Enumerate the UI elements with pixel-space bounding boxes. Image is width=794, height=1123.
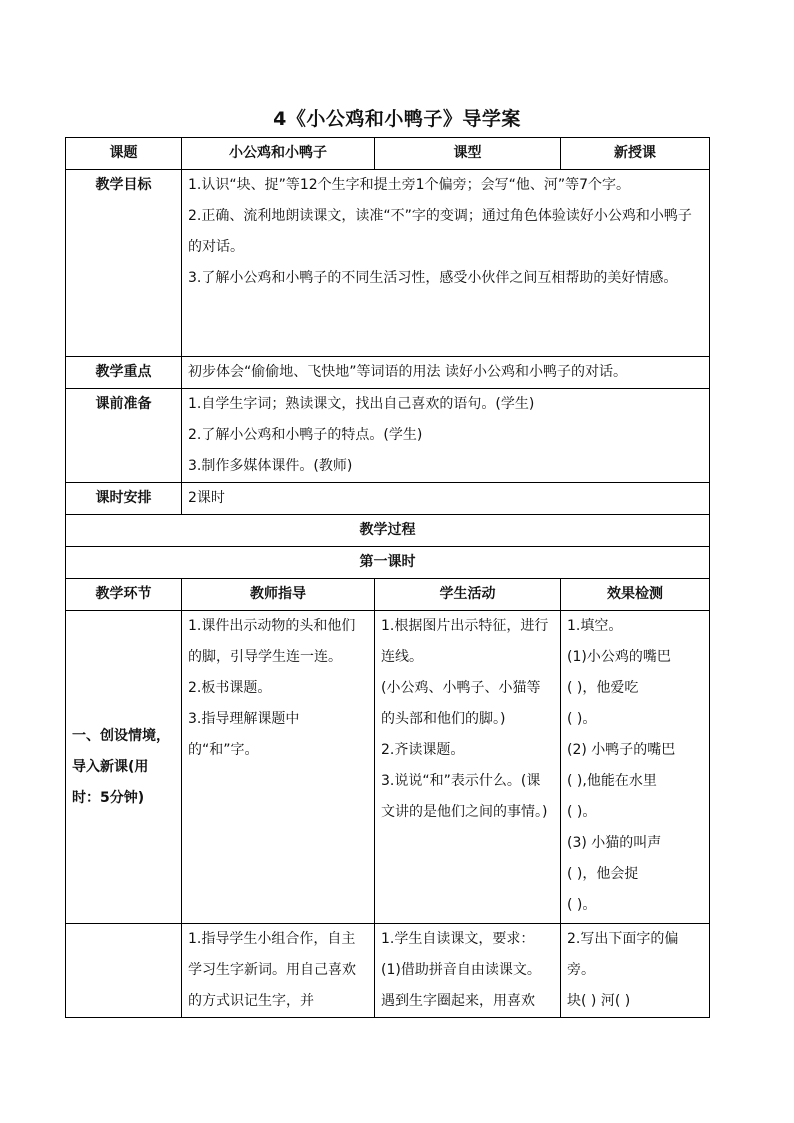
check-item: (2) 小鸭子的嘴巴 (567, 742, 676, 758)
check-cell (561, 924, 710, 1018)
student-item: (1)借助拼音自由读课文。遇到生字圈起来，用喜欢 (381, 962, 541, 1009)
check-item: ( )，他会捉 (567, 866, 639, 882)
step-cell: 一、创设情境，导入新课(用时：5分钟) (66, 611, 182, 924)
student-item: 1.学生自读课文，要求： (381, 931, 535, 947)
check-item: ( )，他爱吃 (567, 680, 639, 696)
objective-item: 1.认识“块、捉”等12个生字和提土旁1个偏旁；会写“他、河”等7个字。 (188, 177, 630, 193)
student-cell (375, 611, 561, 924)
check-item: 块( ) 河( ) (567, 993, 631, 1009)
column-check: 效果检测 (561, 579, 710, 611)
check-item: ( )。 (567, 711, 597, 727)
student-item: 1.根据图片出示特征，进行连线。 (381, 618, 549, 665)
teacher-item: 1.指导学生小组合作，自主学习生字新词。用自己喜欢的方式识记生字，并 (188, 931, 356, 1009)
schedule-label: 课时安排 (66, 483, 182, 515)
topic-label: 课题 (66, 138, 182, 170)
key-points-label: 教学重点 (66, 357, 182, 389)
teacher-cell (182, 611, 375, 924)
student-item: 3.说说“和”表示什么。(课文讲的是他们之间的事情。) (381, 773, 548, 820)
student-cell (375, 924, 561, 1018)
preparation-item: 2.了解小公鸡和小鸭子的特点。(学生) (188, 427, 423, 443)
check-item: 2.写出下面字的偏旁。 (567, 931, 679, 978)
key-points-text: 初步体会“偷偷地、飞快地”等词语的用法 读好小公鸡和小鸭子的对话。 (182, 357, 710, 389)
table-row (66, 924, 710, 1018)
lesson-heading-row (66, 547, 710, 579)
teacher-item: 3.指导理解课题中的“和”字。 (188, 711, 300, 758)
header-row (66, 138, 710, 170)
column-header-row (66, 579, 710, 611)
check-item: ( ),他能在水里 (567, 773, 657, 789)
table-row (66, 611, 710, 924)
topic-value: 小公鸡和小鸭子 (182, 138, 375, 170)
preparation-row (66, 389, 710, 483)
column-student: 学生活动 (375, 579, 561, 611)
objective-item: 3.了解小公鸡和小鸭子的不同生活习性，感受小伙伴之间互相帮助的美好情感。 (188, 270, 678, 286)
objective-item: 2.正确、流利地朗读课文，读准“不”字的变调；通过角色体验读好小公鸡和小鸭子的对话。 (188, 208, 692, 255)
check-item: (3) 小猫的叫声 (567, 835, 662, 851)
check-item: ( )。 (567, 897, 597, 913)
schedule-row (66, 483, 710, 515)
objectives-row (66, 170, 710, 357)
process-heading: 教学过程 (66, 515, 710, 547)
check-item: ( )。 (567, 804, 597, 820)
key-points-row (66, 357, 710, 389)
teacher-item: 2.板书课题。 (188, 680, 272, 696)
column-step: 教学环节 (66, 579, 182, 611)
student-item: (小公鸡、小鸭子、小猫等的头部和他们的脚。) (381, 680, 541, 727)
student-item: 2.齐读课题。 (381, 742, 465, 758)
preparation-content (182, 389, 710, 483)
objectives-content (182, 170, 710, 357)
preparation-item: 1.自学生字词；熟读课文，找出自己喜欢的语句。(学生) (188, 396, 535, 412)
lesson-heading: 第一课时 (66, 547, 710, 579)
check-item: 1.填空。 (567, 618, 623, 634)
check-item: (1)小公鸡的嘴巴 (567, 649, 671, 665)
preparation-label: 课前准备 (66, 389, 182, 483)
check-cell (561, 611, 710, 924)
teacher-cell (182, 924, 375, 1018)
type-value: 新授课 (561, 138, 710, 170)
column-teacher: 教师指导 (182, 579, 375, 611)
teacher-item: 1.课件出示动物的头和他们的脚，引导学生连一连。 (188, 618, 356, 665)
process-heading-row (66, 515, 710, 547)
preparation-item: 3.制作多媒体课件。(教师) (188, 458, 353, 474)
objectives-label: 教学目标 (66, 170, 182, 357)
step-cell (66, 924, 182, 1018)
type-label: 课型 (375, 138, 561, 170)
schedule-text: 2课时 (182, 483, 710, 515)
lesson-plan-table (65, 137, 710, 1018)
document-title: 4《小公鸡和小鸭子》导学案 (273, 108, 521, 130)
